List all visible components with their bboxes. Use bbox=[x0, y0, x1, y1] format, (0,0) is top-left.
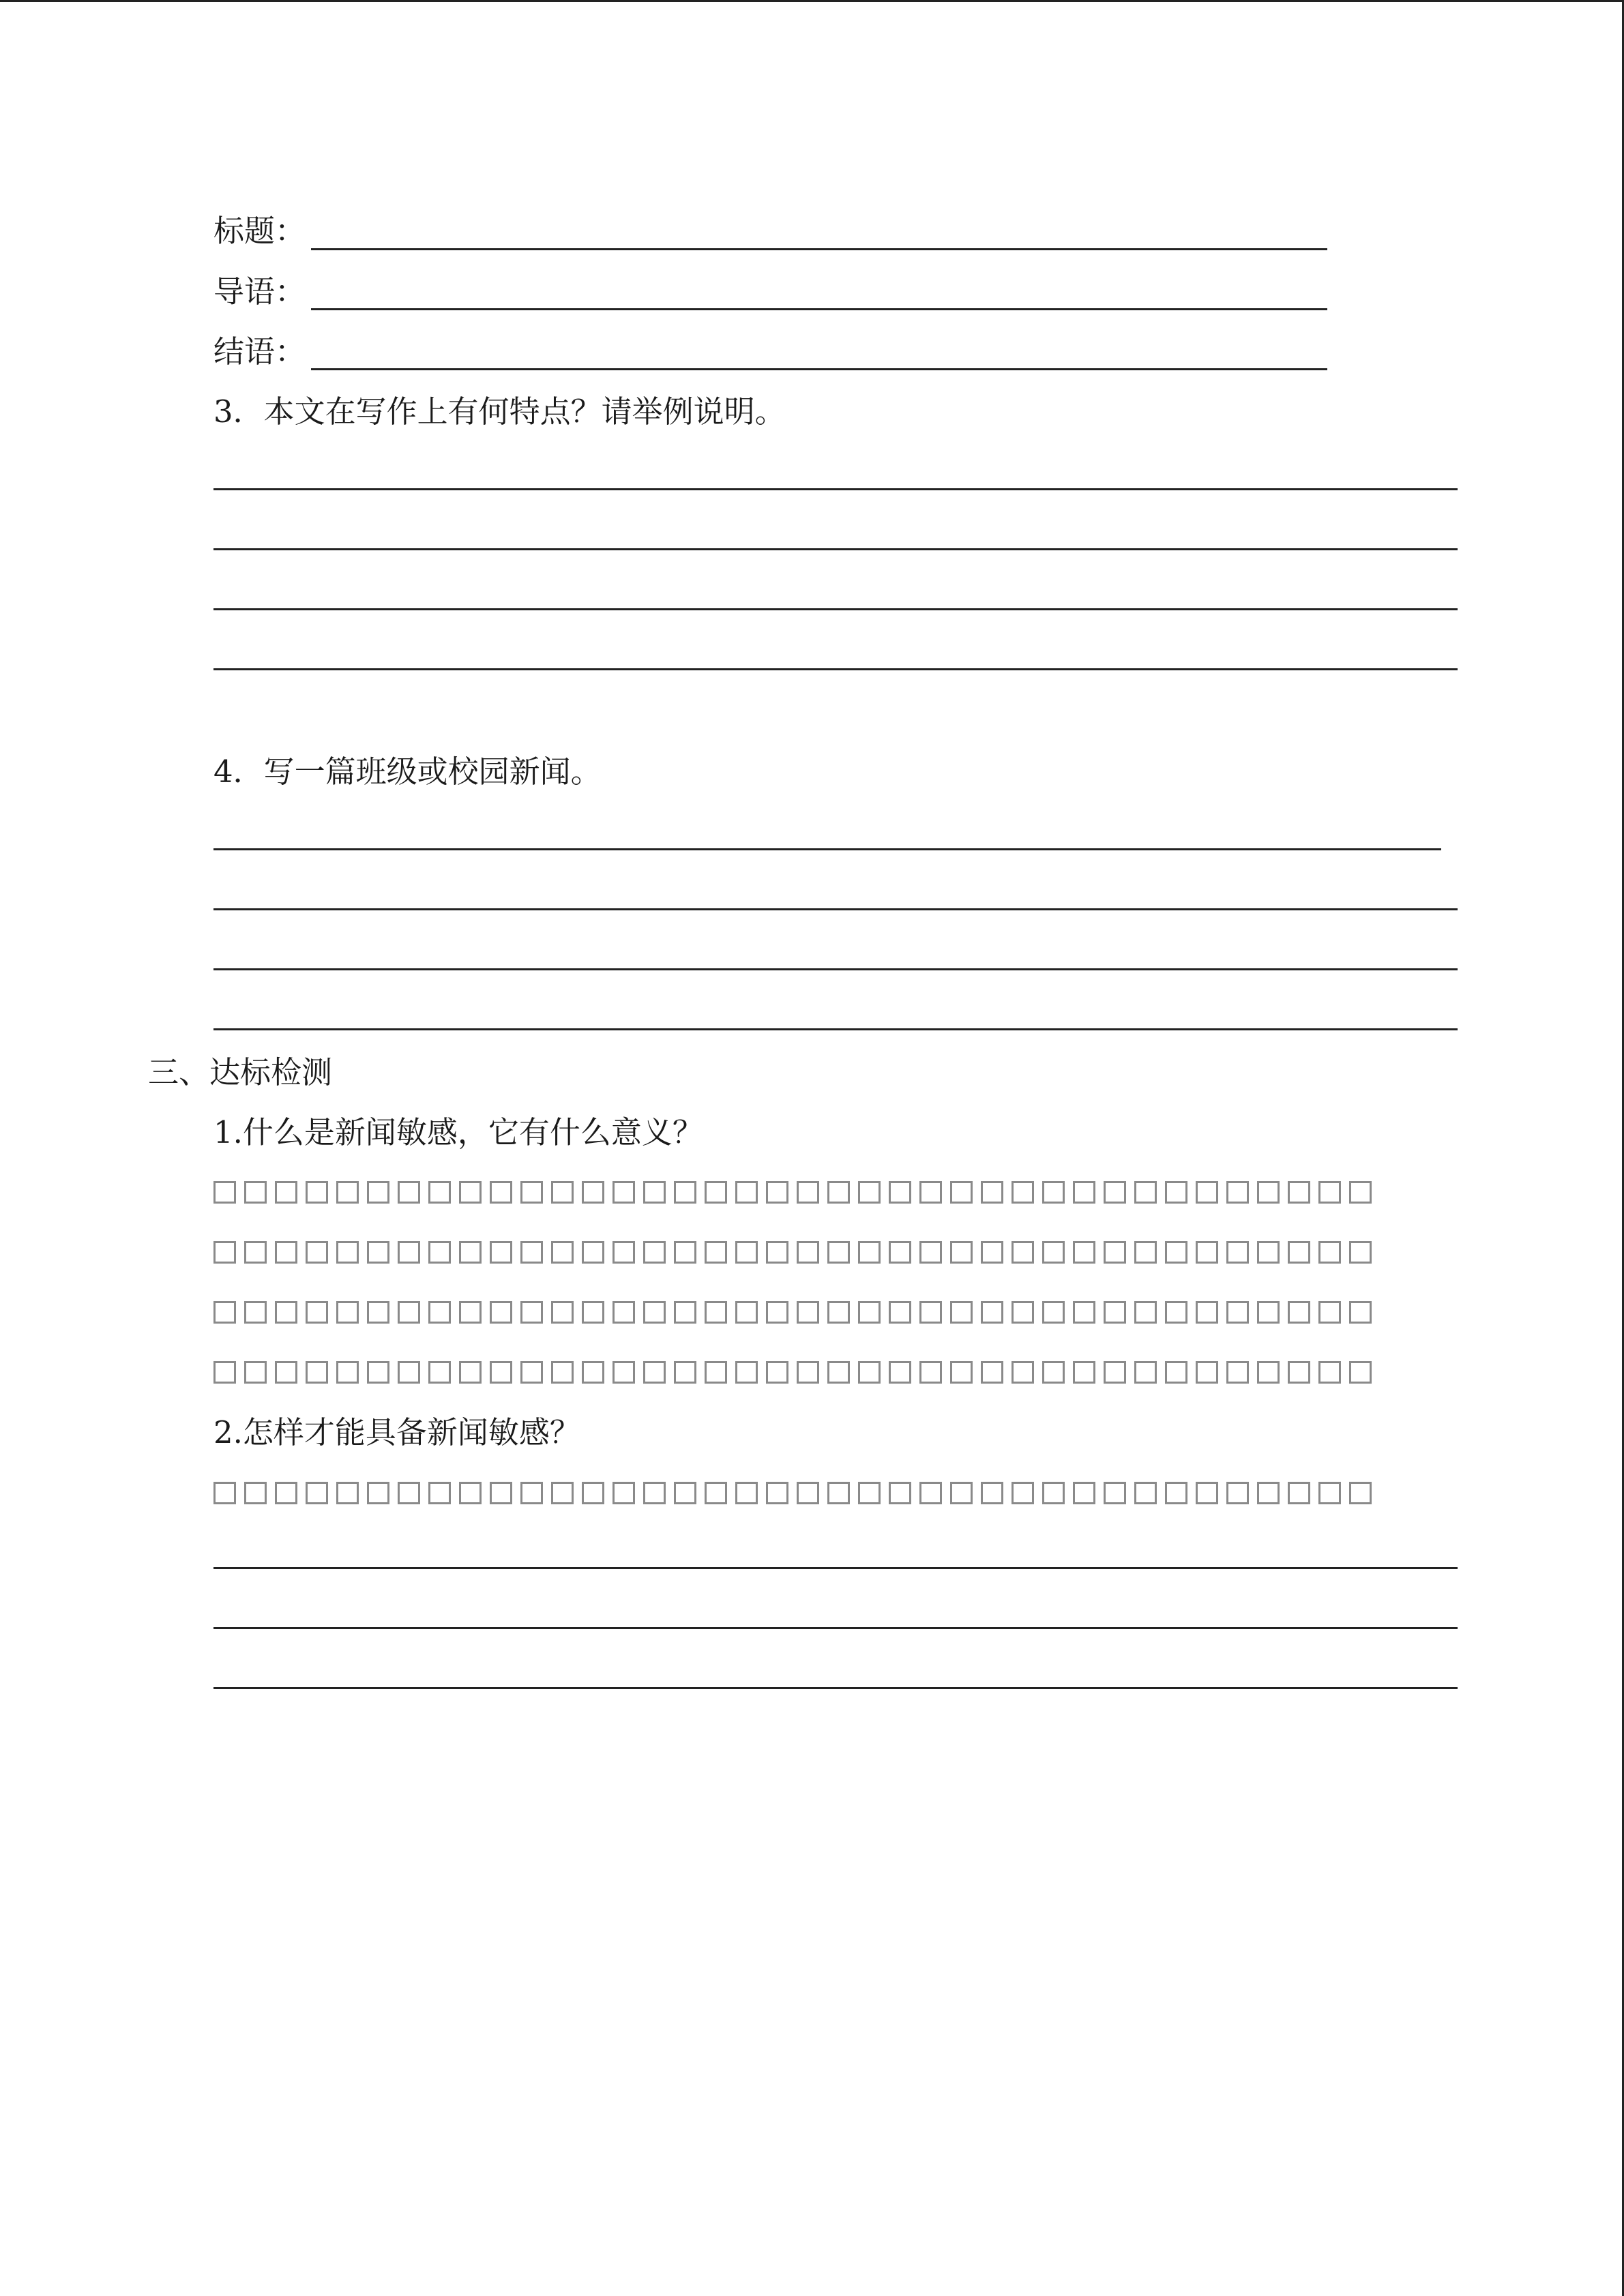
answer-box[interactable] bbox=[1042, 1241, 1065, 1264]
answer-box[interactable] bbox=[889, 1241, 911, 1264]
answer-box[interactable] bbox=[797, 1482, 819, 1504]
answer-box[interactable] bbox=[919, 1361, 942, 1384]
answer-box[interactable] bbox=[1196, 1361, 1218, 1384]
title-field-label: 标题： bbox=[213, 213, 306, 249]
answer-box[interactable] bbox=[674, 1181, 696, 1204]
answer-box[interactable] bbox=[490, 1361, 512, 1384]
answer-box[interactable] bbox=[1073, 1361, 1095, 1384]
answer-box[interactable] bbox=[367, 1482, 389, 1504]
answer-box[interactable] bbox=[244, 1361, 267, 1384]
answer-box[interactable] bbox=[1196, 1241, 1218, 1264]
answer-box[interactable] bbox=[705, 1361, 727, 1384]
answer-box[interactable] bbox=[275, 1482, 297, 1504]
answer-box[interactable] bbox=[950, 1181, 973, 1204]
answer-box[interactable] bbox=[1012, 1241, 1034, 1264]
ending-field-label: 结语： bbox=[213, 333, 306, 370]
answer-box[interactable] bbox=[367, 1301, 389, 1324]
answer-box[interactable] bbox=[490, 1241, 512, 1264]
lead-answer-line[interactable] bbox=[311, 308, 1327, 310]
answer-box[interactable] bbox=[705, 1241, 727, 1264]
answer-box[interactable] bbox=[520, 1482, 543, 1504]
answer-box[interactable] bbox=[244, 1301, 267, 1324]
answer-box[interactable] bbox=[1318, 1482, 1341, 1504]
answer-box[interactable] bbox=[1288, 1361, 1310, 1384]
answer-box-row[interactable] bbox=[213, 1181, 1372, 1204]
answer-box[interactable] bbox=[981, 1181, 1003, 1204]
answer-box[interactable] bbox=[797, 1361, 819, 1384]
answer-box[interactable] bbox=[459, 1361, 482, 1384]
answer-box[interactable] bbox=[735, 1241, 758, 1264]
answer-box[interactable] bbox=[1134, 1181, 1157, 1204]
answer-box[interactable] bbox=[797, 1241, 819, 1264]
answer-box[interactable] bbox=[306, 1301, 328, 1324]
answer-box[interactable] bbox=[797, 1301, 819, 1324]
answer-box[interactable] bbox=[766, 1301, 788, 1324]
answer-box[interactable] bbox=[612, 1301, 635, 1324]
answer-box[interactable] bbox=[674, 1482, 696, 1504]
answer-box[interactable] bbox=[275, 1361, 297, 1384]
answer-box-row[interactable] bbox=[213, 1361, 1372, 1384]
answer-box[interactable] bbox=[705, 1301, 727, 1324]
answer-box[interactable] bbox=[306, 1241, 328, 1264]
answer-box[interactable] bbox=[1104, 1181, 1126, 1204]
answer-box[interactable] bbox=[919, 1301, 942, 1324]
answer-box[interactable] bbox=[674, 1241, 696, 1264]
answer-box[interactable] bbox=[858, 1301, 881, 1324]
answer-box[interactable] bbox=[1196, 1181, 1218, 1204]
answer-box[interactable] bbox=[1073, 1301, 1095, 1324]
answer-box[interactable] bbox=[520, 1301, 543, 1324]
answer-box[interactable] bbox=[1288, 1301, 1310, 1324]
answer-box[interactable] bbox=[306, 1181, 328, 1204]
answer-box[interactable] bbox=[858, 1181, 881, 1204]
answer-box[interactable] bbox=[244, 1181, 267, 1204]
q3-answer-line[interactable] bbox=[213, 488, 1458, 490]
answer-box[interactable] bbox=[766, 1482, 788, 1504]
answer-box[interactable] bbox=[1104, 1301, 1126, 1324]
answer-box[interactable] bbox=[1196, 1482, 1218, 1504]
answer-box[interactable] bbox=[490, 1482, 512, 1504]
answer-box[interactable] bbox=[735, 1482, 758, 1504]
section-3-heading: 三、达标检测 bbox=[148, 1054, 333, 1090]
q3-answer-line[interactable] bbox=[213, 668, 1458, 670]
answer-box[interactable] bbox=[1012, 1361, 1034, 1384]
answer-box[interactable] bbox=[1257, 1241, 1280, 1264]
answer-box[interactable] bbox=[428, 1181, 451, 1204]
answer-box[interactable] bbox=[643, 1181, 666, 1204]
answer-box[interactable] bbox=[1318, 1181, 1341, 1204]
answer-box[interactable] bbox=[213, 1241, 236, 1264]
answer-box[interactable] bbox=[275, 1241, 297, 1264]
answer-box[interactable] bbox=[643, 1241, 666, 1264]
answer-box[interactable] bbox=[1012, 1301, 1034, 1324]
answer-box[interactable] bbox=[1104, 1361, 1126, 1384]
answer-box[interactable] bbox=[459, 1241, 482, 1264]
question-3: 3．本文在写作上有何特点？请举例说明。 bbox=[213, 393, 786, 430]
answer-box[interactable] bbox=[582, 1241, 604, 1264]
answer-box[interactable] bbox=[1042, 1361, 1065, 1384]
answer-box[interactable] bbox=[1134, 1361, 1157, 1384]
answer-box[interactable] bbox=[490, 1181, 512, 1204]
answer-box[interactable] bbox=[459, 1482, 482, 1504]
q2-answer-line[interactable] bbox=[213, 1627, 1458, 1629]
answer-box[interactable] bbox=[1134, 1301, 1157, 1324]
answer-box[interactable] bbox=[398, 1301, 420, 1324]
answer-box[interactable] bbox=[1073, 1241, 1095, 1264]
answer-box[interactable] bbox=[306, 1361, 328, 1384]
answer-box[interactable] bbox=[1226, 1361, 1249, 1384]
answer-box[interactable] bbox=[398, 1241, 420, 1264]
answer-box[interactable] bbox=[643, 1361, 666, 1384]
answer-box[interactable] bbox=[1165, 1181, 1187, 1204]
answer-box[interactable] bbox=[428, 1482, 451, 1504]
answer-box[interactable] bbox=[1257, 1482, 1280, 1504]
answer-box[interactable] bbox=[705, 1181, 727, 1204]
answer-box[interactable] bbox=[1104, 1482, 1126, 1504]
answer-box[interactable] bbox=[367, 1361, 389, 1384]
q3-answer-line[interactable] bbox=[213, 548, 1458, 550]
answer-box[interactable] bbox=[981, 1241, 1003, 1264]
answer-box[interactable] bbox=[551, 1301, 574, 1324]
answer-box[interactable] bbox=[551, 1361, 574, 1384]
answer-box[interactable] bbox=[1226, 1241, 1249, 1264]
answer-box[interactable] bbox=[336, 1181, 359, 1204]
answer-box[interactable] bbox=[336, 1482, 359, 1504]
answer-box-row[interactable] bbox=[213, 1482, 1372, 1504]
answer-box[interactable] bbox=[1288, 1482, 1310, 1504]
lead-field-label: 导语： bbox=[213, 273, 306, 310]
answer-box[interactable] bbox=[827, 1361, 850, 1384]
answer-box[interactable] bbox=[582, 1301, 604, 1324]
ending-answer-line[interactable] bbox=[311, 368, 1327, 370]
answer-box[interactable] bbox=[766, 1361, 788, 1384]
answer-box[interactable] bbox=[1226, 1181, 1249, 1204]
answer-box[interactable] bbox=[827, 1482, 850, 1504]
q2-answer-line[interactable] bbox=[213, 1567, 1458, 1569]
answer-box[interactable] bbox=[1257, 1301, 1280, 1324]
answer-box[interactable] bbox=[244, 1482, 267, 1504]
q3-answer-line[interactable] bbox=[213, 608, 1458, 610]
answer-box[interactable] bbox=[766, 1181, 788, 1204]
answer-box[interactable] bbox=[981, 1482, 1003, 1504]
answer-box[interactable] bbox=[674, 1301, 696, 1324]
answer-box[interactable] bbox=[889, 1301, 911, 1324]
q2-answer-line[interactable] bbox=[213, 1687, 1458, 1689]
answer-box[interactable] bbox=[1042, 1301, 1065, 1324]
section-3-question-2: 2.怎样才能具备新闻敏感？ bbox=[213, 1414, 580, 1450]
answer-box[interactable] bbox=[1165, 1241, 1187, 1264]
answer-box[interactable] bbox=[490, 1301, 512, 1324]
q4-answer-line[interactable] bbox=[213, 1028, 1458, 1030]
answer-box[interactable] bbox=[1012, 1482, 1034, 1504]
answer-box[interactable] bbox=[705, 1482, 727, 1504]
question-4: 4．写一篇班级或校园新闻。 bbox=[213, 754, 602, 790]
answer-box[interactable] bbox=[551, 1482, 574, 1504]
answer-box[interactable] bbox=[950, 1301, 973, 1324]
answer-box[interactable] bbox=[827, 1241, 850, 1264]
answer-box[interactable] bbox=[428, 1241, 451, 1264]
q4-answer-line[interactable] bbox=[213, 968, 1458, 970]
answer-box[interactable] bbox=[1257, 1181, 1280, 1204]
answer-box[interactable] bbox=[612, 1181, 635, 1204]
answer-box[interactable] bbox=[1318, 1241, 1341, 1264]
answer-box[interactable] bbox=[1165, 1482, 1187, 1504]
q4-answer-line[interactable] bbox=[213, 908, 1458, 910]
answer-box[interactable] bbox=[459, 1181, 482, 1204]
answer-box[interactable] bbox=[827, 1181, 850, 1204]
answer-box[interactable] bbox=[735, 1361, 758, 1384]
answer-box[interactable] bbox=[950, 1361, 973, 1384]
answer-box[interactable] bbox=[674, 1361, 696, 1384]
answer-box[interactable] bbox=[1042, 1181, 1065, 1204]
answer-box[interactable] bbox=[1165, 1301, 1187, 1324]
answer-box[interactable] bbox=[1134, 1241, 1157, 1264]
answer-box[interactable] bbox=[889, 1361, 911, 1384]
answer-box[interactable] bbox=[459, 1301, 482, 1324]
answer-box[interactable] bbox=[827, 1301, 850, 1324]
answer-box[interactable] bbox=[1288, 1181, 1310, 1204]
answer-box[interactable] bbox=[582, 1181, 604, 1204]
page-frame-top bbox=[0, 0, 1624, 2]
answer-box[interactable] bbox=[398, 1361, 420, 1384]
answer-box[interactable] bbox=[213, 1482, 236, 1504]
answer-box[interactable] bbox=[1042, 1482, 1065, 1504]
answer-box[interactable] bbox=[919, 1181, 942, 1204]
answer-box[interactable] bbox=[367, 1241, 389, 1264]
answer-box[interactable] bbox=[858, 1361, 881, 1384]
answer-box[interactable] bbox=[950, 1241, 973, 1264]
answer-box[interactable] bbox=[1288, 1241, 1310, 1264]
answer-box-row[interactable] bbox=[213, 1301, 1372, 1324]
answer-box[interactable] bbox=[428, 1361, 451, 1384]
answer-box[interactable] bbox=[981, 1361, 1003, 1384]
answer-box[interactable] bbox=[643, 1482, 666, 1504]
answer-box[interactable] bbox=[1226, 1301, 1249, 1324]
answer-box[interactable] bbox=[1134, 1482, 1157, 1504]
answer-box[interactable] bbox=[582, 1482, 604, 1504]
answer-box[interactable] bbox=[797, 1181, 819, 1204]
answer-box[interactable] bbox=[398, 1181, 420, 1204]
answer-box[interactable] bbox=[213, 1181, 236, 1204]
answer-box[interactable] bbox=[1349, 1301, 1372, 1324]
answer-box[interactable] bbox=[336, 1241, 359, 1264]
answer-box[interactable] bbox=[520, 1241, 543, 1264]
answer-box[interactable] bbox=[275, 1181, 297, 1204]
answer-box[interactable] bbox=[367, 1181, 389, 1204]
answer-box[interactable] bbox=[612, 1482, 635, 1504]
answer-box[interactable] bbox=[1104, 1241, 1126, 1264]
answer-box[interactable] bbox=[428, 1301, 451, 1324]
answer-box[interactable] bbox=[643, 1301, 666, 1324]
answer-box[interactable] bbox=[306, 1482, 328, 1504]
answer-box-row[interactable] bbox=[213, 1241, 1372, 1264]
answer-box[interactable] bbox=[766, 1241, 788, 1264]
answer-box[interactable] bbox=[520, 1361, 543, 1384]
answer-box[interactable] bbox=[919, 1241, 942, 1264]
answer-box[interactable] bbox=[1073, 1181, 1095, 1204]
answer-box[interactable] bbox=[735, 1181, 758, 1204]
answer-box[interactable] bbox=[1196, 1301, 1218, 1324]
answer-box[interactable] bbox=[1349, 1361, 1372, 1384]
answer-box[interactable] bbox=[612, 1241, 635, 1264]
answer-box[interactable] bbox=[1165, 1361, 1187, 1384]
answer-box[interactable] bbox=[1226, 1482, 1249, 1504]
answer-box[interactable] bbox=[919, 1482, 942, 1504]
answer-box[interactable] bbox=[858, 1241, 881, 1264]
answer-box[interactable] bbox=[889, 1482, 911, 1504]
answer-box[interactable] bbox=[398, 1482, 420, 1504]
answer-box[interactable] bbox=[213, 1301, 236, 1324]
answer-box[interactable] bbox=[244, 1241, 267, 1264]
answer-box[interactable] bbox=[735, 1301, 758, 1324]
answer-box[interactable] bbox=[1012, 1181, 1034, 1204]
answer-box[interactable] bbox=[336, 1361, 359, 1384]
answer-box[interactable] bbox=[1349, 1241, 1372, 1264]
title-answer-line[interactable] bbox=[311, 248, 1327, 250]
answer-box[interactable] bbox=[981, 1301, 1003, 1324]
answer-box[interactable] bbox=[520, 1181, 543, 1204]
answer-box[interactable] bbox=[336, 1301, 359, 1324]
answer-box[interactable] bbox=[1257, 1361, 1280, 1384]
answer-box[interactable] bbox=[1073, 1482, 1095, 1504]
section-3-question-1: 1.什么是新闻敏感，它有什么意义？ bbox=[213, 1114, 703, 1150]
answer-box[interactable] bbox=[889, 1181, 911, 1204]
answer-box[interactable] bbox=[950, 1482, 973, 1504]
answer-box[interactable] bbox=[213, 1361, 236, 1384]
answer-box[interactable] bbox=[582, 1361, 604, 1384]
q4-answer-line[interactable] bbox=[213, 848, 1441, 850]
answer-box[interactable] bbox=[858, 1482, 881, 1504]
answer-box[interactable] bbox=[1318, 1361, 1341, 1384]
answer-box[interactable] bbox=[551, 1181, 574, 1204]
answer-box[interactable] bbox=[1318, 1301, 1341, 1324]
answer-box[interactable] bbox=[275, 1301, 297, 1324]
answer-box[interactable] bbox=[1349, 1181, 1372, 1204]
answer-box[interactable] bbox=[1349, 1482, 1372, 1504]
answer-box[interactable] bbox=[551, 1241, 574, 1264]
answer-box[interactable] bbox=[612, 1361, 635, 1384]
